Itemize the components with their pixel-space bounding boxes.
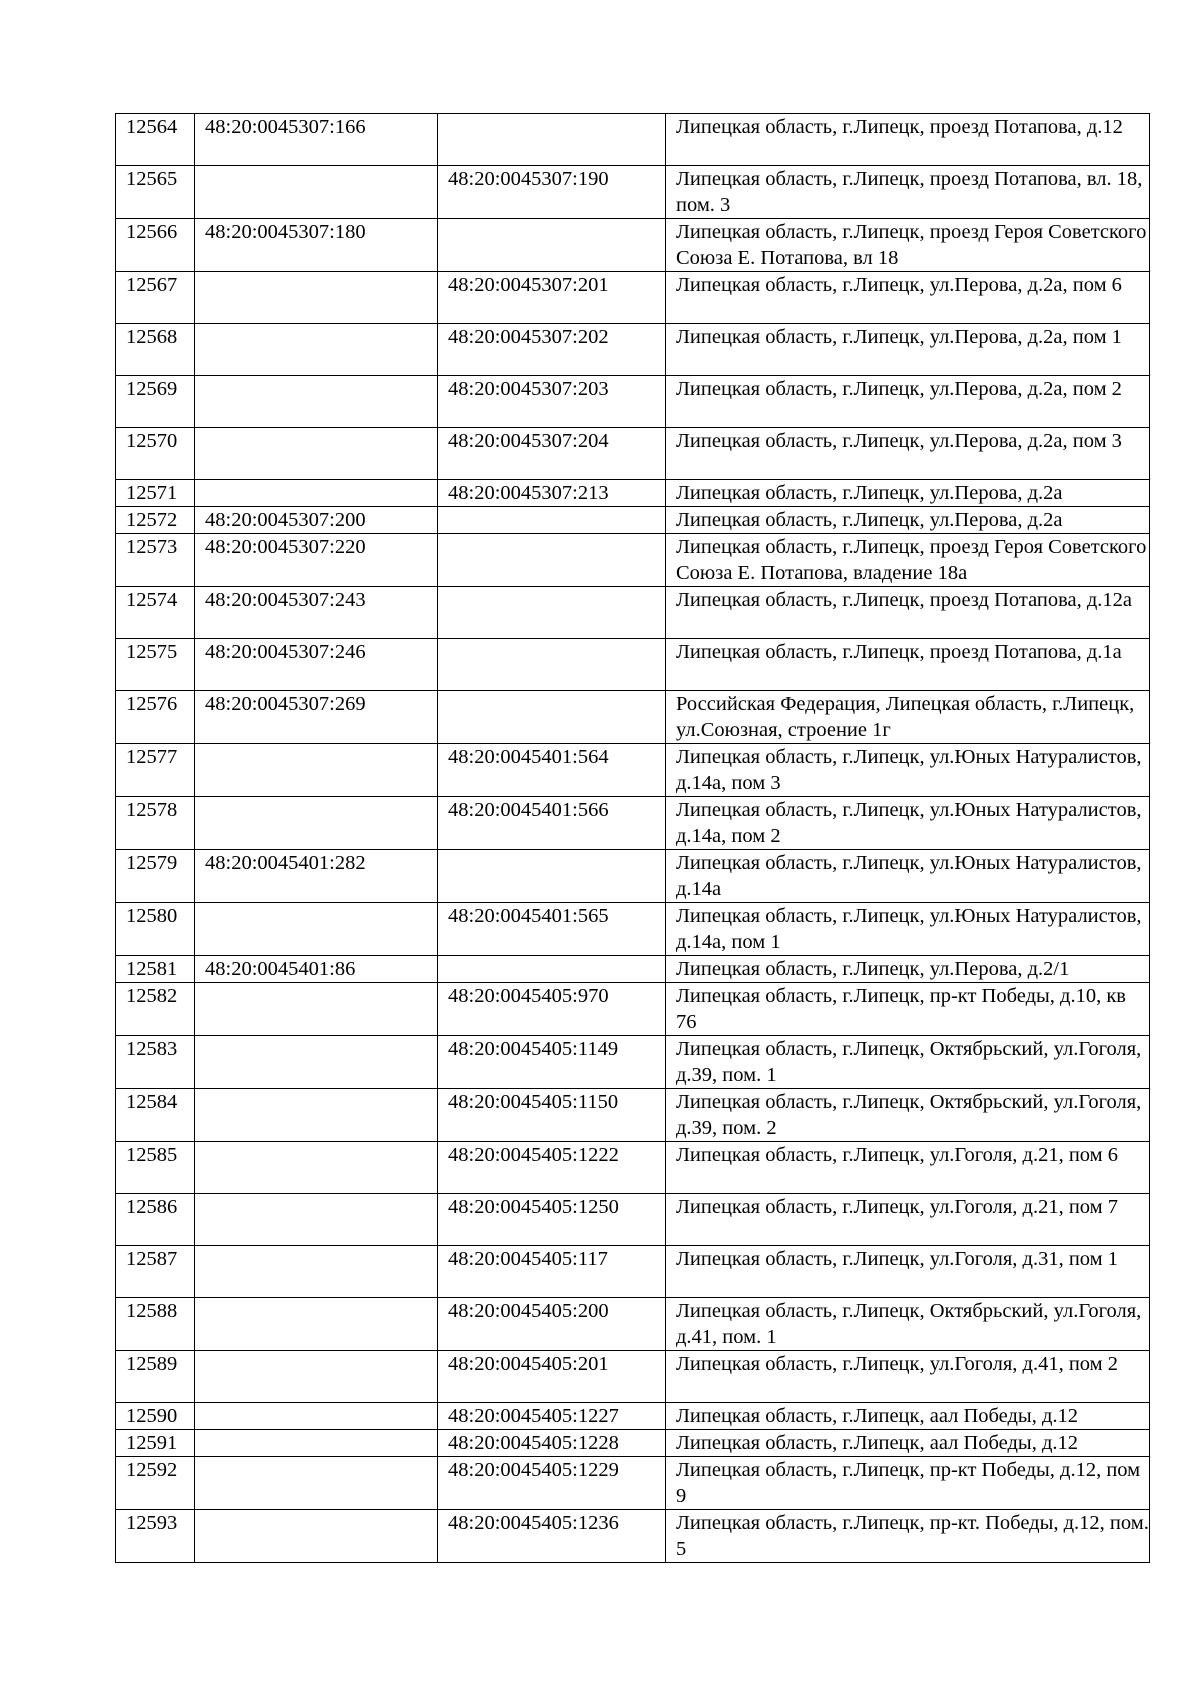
row-number: 12573 [116, 534, 195, 587]
row-number: 12574 [116, 587, 195, 639]
row-number: 12579 [116, 850, 195, 903]
cadastral-number-main [195, 376, 438, 428]
address-cell: Липецкая область, г.Липецк, проезд Потапова, д.1а [666, 639, 1150, 691]
table-row [116, 1194, 1150, 1246]
row-number: 12566 [116, 219, 195, 272]
cadastral-number-main [195, 428, 438, 480]
cadastral-number-sub: 48:20:0045401:566 [438, 797, 666, 850]
cadastral-number-main: 48:20:0045307:246 [195, 639, 438, 691]
cadastral-number-sub: 48:20:0045307:213 [438, 480, 666, 507]
table-row [116, 1036, 1150, 1089]
table-row [116, 903, 1150, 956]
cadastral-number-main: 48:20:0045401:86 [195, 956, 438, 983]
row-number: 12591 [116, 1430, 195, 1457]
table-row [116, 691, 1150, 744]
cadastral-number-sub: 48:20:0045405:200 [438, 1298, 666, 1351]
cadastral-number-main: 48:20:0045307:220 [195, 534, 438, 587]
address-cell: Липецкая область, г.Липецк, ул.Юных Натуралистов, д.14а, пом 2 [666, 797, 1150, 850]
cadastral-number-main: 48:20:0045401:282 [195, 850, 438, 903]
table-row [116, 219, 1150, 272]
address-cell: Липецкая область, г.Липецк, ул.Гоголя, д.31, пом 1 [666, 1246, 1150, 1298]
cadastral-number-sub: 48:20:0045405:201 [438, 1351, 666, 1403]
address-cell: Липецкая область, г.Липецк, аал Победы, д.12 [666, 1430, 1150, 1457]
address-cell: Липецкая область, г.Липецк, проезд Героя Советского Союза Е. Потапова, вл 18 [666, 219, 1150, 272]
address-cell: Липецкая область, г.Липецк, Октябрьский, ул.Гоголя, д.39, пом. 1 [666, 1036, 1150, 1089]
cadastral-number-sub: 48:20:0045307:190 [438, 166, 666, 219]
table-row [116, 1142, 1150, 1194]
cadastral-number-main [195, 1351, 438, 1403]
table-row [116, 507, 1150, 534]
table-row [116, 1510, 1150, 1563]
address-cell: Липецкая область, г.Липецк, ул.Юных Натуралистов, д.14а [666, 850, 1150, 903]
cadastral-number-sub: 48:20:0045401:564 [438, 744, 666, 797]
address-cell: Липецкая область, г.Липецк, проезд Потапова, д.12 [666, 114, 1150, 166]
address-cell: Липецкая область, г.Липецк, ул.Юных Натуралистов, д.14а, пом 3 [666, 744, 1150, 797]
address-cell: Липецкая область, г.Липецк, проезд Потапова, д.12а [666, 587, 1150, 639]
address-cell: Липецкая область, г.Липецк, ул.Перова, д.2а [666, 507, 1150, 534]
row-number: 12576 [116, 691, 195, 744]
row-number: 12577 [116, 744, 195, 797]
table-row [116, 639, 1150, 691]
cadastral-number-sub: 48:20:0045405:1236 [438, 1510, 666, 1563]
row-number: 12588 [116, 1298, 195, 1351]
cadastral-number-main [195, 1194, 438, 1246]
cadastral-number-main [195, 1403, 438, 1430]
table-body [116, 114, 1150, 1563]
cadastral-number-sub: 48:20:0045405:1149 [438, 1036, 666, 1089]
table-row [116, 272, 1150, 324]
cadastral-number-main [195, 1430, 438, 1457]
address-cell: Липецкая область, г.Липецк, проезд Героя Советского Союза Е. Потапова, владение 18а [666, 534, 1150, 587]
cadastral-number-sub [438, 507, 666, 534]
cadastral-number-sub: 48:20:0045405:1222 [438, 1142, 666, 1194]
cadastral-number-sub: 48:20:0045401:565 [438, 903, 666, 956]
table-row [116, 744, 1150, 797]
cadastral-number-main: 48:20:0045307:180 [195, 219, 438, 272]
cadastral-number-main [195, 1298, 438, 1351]
address-cell: Липецкая область, г.Липецк, ул.Гоголя, д.21, пом 7 [666, 1194, 1150, 1246]
row-number: 12565 [116, 166, 195, 219]
cadastral-number-sub: 48:20:0045307:204 [438, 428, 666, 480]
row-number: 12569 [116, 376, 195, 428]
row-number: 12593 [116, 1510, 195, 1563]
row-number: 12586 [116, 1194, 195, 1246]
cadastral-number-main [195, 1036, 438, 1089]
row-number: 12582 [116, 983, 195, 1036]
address-cell: Липецкая область, г.Липецк, ул.Гоголя, д.21, пом 6 [666, 1142, 1150, 1194]
table-row [116, 1430, 1150, 1457]
cadastral-number-sub: 48:20:0045405:1150 [438, 1089, 666, 1142]
cadastral-number-main [195, 903, 438, 956]
address-cell: Российская Федерация, Липецкая область, г.Липецк, ул.Союзная, строение 1г [666, 691, 1150, 744]
cadastral-number-main [195, 1246, 438, 1298]
address-cell: Липецкая область, г.Липецк, Октябрьский, ул.Гоголя, д.39, пом. 2 [666, 1089, 1150, 1142]
row-number: 12570 [116, 428, 195, 480]
address-cell: Липецкая область, г.Липецк, ул.Гоголя, д.41, пом 2 [666, 1351, 1150, 1403]
cadastral-number-sub [438, 534, 666, 587]
cadastral-number-main [195, 1089, 438, 1142]
cadastral-number-main [195, 1457, 438, 1510]
row-number: 12564 [116, 114, 195, 166]
cadastral-number-main [195, 797, 438, 850]
cadastral-number-sub [438, 114, 666, 166]
row-number: 12572 [116, 507, 195, 534]
cadastral-number-sub: 48:20:0045307:202 [438, 324, 666, 376]
table-row [116, 587, 1150, 639]
table-row [116, 1298, 1150, 1351]
address-cell: Липецкая область, г.Липецк, пр-кт. Победы, д.12, пом. 5 [666, 1510, 1150, 1563]
row-number: 12581 [116, 956, 195, 983]
table-row [116, 850, 1150, 903]
cadastral-number-sub [438, 219, 666, 272]
table-row [116, 1457, 1150, 1510]
address-cell: Липецкая область, г.Липецк, ул.Перова, д.2а, пом 2 [666, 376, 1150, 428]
row-number: 12578 [116, 797, 195, 850]
cadastral-number-main: 48:20:0045307:200 [195, 507, 438, 534]
table-row [116, 983, 1150, 1036]
cadastral-number-sub: 48:20:0045307:203 [438, 376, 666, 428]
cadastral-number-main [195, 480, 438, 507]
address-cell: Липецкая область, г.Липецк, пр-кт Победы, д.10, кв 76 [666, 983, 1150, 1036]
cadastral-number-sub [438, 639, 666, 691]
row-number: 12592 [116, 1457, 195, 1510]
row-number: 12568 [116, 324, 195, 376]
cadastral-number-main: 48:20:0045307:166 [195, 114, 438, 166]
cadastral-number-main [195, 324, 438, 376]
cadastral-number-sub [438, 850, 666, 903]
cadastral-number-main [195, 983, 438, 1036]
address-cell: Липецкая область, г.Липецк, ул.Перова, д.2а [666, 480, 1150, 507]
table-row [116, 166, 1150, 219]
table-row [116, 797, 1150, 850]
row-number: 12585 [116, 1142, 195, 1194]
property-table [115, 113, 1150, 1563]
cadastral-number-sub [438, 691, 666, 744]
table-row [116, 956, 1150, 983]
table-row [116, 428, 1150, 480]
cadastral-number-sub: 48:20:0045405:1228 [438, 1430, 666, 1457]
table-row [116, 324, 1150, 376]
cadastral-number-sub: 48:20:0045405:1229 [438, 1457, 666, 1510]
cadastral-number-main [195, 744, 438, 797]
cadastral-number-main [195, 1510, 438, 1563]
row-number: 12575 [116, 639, 195, 691]
address-cell: Липецкая область, г.Липецк, ул.Перова, д.2а, пом 1 [666, 324, 1150, 376]
row-number: 12587 [116, 1246, 195, 1298]
address-cell: Липецкая область, г.Липецк, проезд Потапова, вл. 18, пом. 3 [666, 166, 1150, 219]
cadastral-number-sub: 48:20:0045405:1227 [438, 1403, 666, 1430]
row-number: 12584 [116, 1089, 195, 1142]
row-number: 12590 [116, 1403, 195, 1430]
cadastral-number-sub: 48:20:0045405:1250 [438, 1194, 666, 1246]
address-cell: Липецкая область, г.Липецк, ул.Перова, д.2а, пом 6 [666, 272, 1150, 324]
row-number: 12583 [116, 1036, 195, 1089]
address-cell: Липецкая область, г.Липецк, Октябрьский, ул.Гоголя, д.41, пом. 1 [666, 1298, 1150, 1351]
cadastral-number-main [195, 166, 438, 219]
cadastral-number-sub [438, 587, 666, 639]
table-row [116, 1403, 1150, 1430]
address-cell: Липецкая область, г.Липецк, аал Победы, д.12 [666, 1403, 1150, 1430]
row-number: 12580 [116, 903, 195, 956]
row-number: 12589 [116, 1351, 195, 1403]
cadastral-number-main: 48:20:0045307:269 [195, 691, 438, 744]
cadastral-number-main [195, 272, 438, 324]
row-number: 12567 [116, 272, 195, 324]
address-cell: Липецкая область, г.Липецк, пр-кт Победы, д.12, пом 9 [666, 1457, 1150, 1510]
table-row [116, 376, 1150, 428]
table-row [116, 114, 1150, 166]
table-row [116, 1351, 1150, 1403]
cadastral-number-main: 48:20:0045307:243 [195, 587, 438, 639]
row-number: 12571 [116, 480, 195, 507]
address-cell: Липецкая область, г.Липецк, ул.Перова, д.2а, пом 3 [666, 428, 1150, 480]
cadastral-number-sub: 48:20:0045307:201 [438, 272, 666, 324]
address-cell: Липецкая область, г.Липецк, ул.Юных Натуралистов, д.14а, пом 1 [666, 903, 1150, 956]
table-row [116, 480, 1150, 507]
cadastral-number-sub: 48:20:0045405:117 [438, 1246, 666, 1298]
cadastral-number-main [195, 1142, 438, 1194]
cadastral-number-sub [438, 956, 666, 983]
table-row [116, 1089, 1150, 1142]
table-row [116, 1246, 1150, 1298]
table-row [116, 534, 1150, 587]
address-cell: Липецкая область, г.Липецк, ул.Перова, д.2/1 [666, 956, 1150, 983]
cadastral-number-sub: 48:20:0045405:970 [438, 983, 666, 1036]
